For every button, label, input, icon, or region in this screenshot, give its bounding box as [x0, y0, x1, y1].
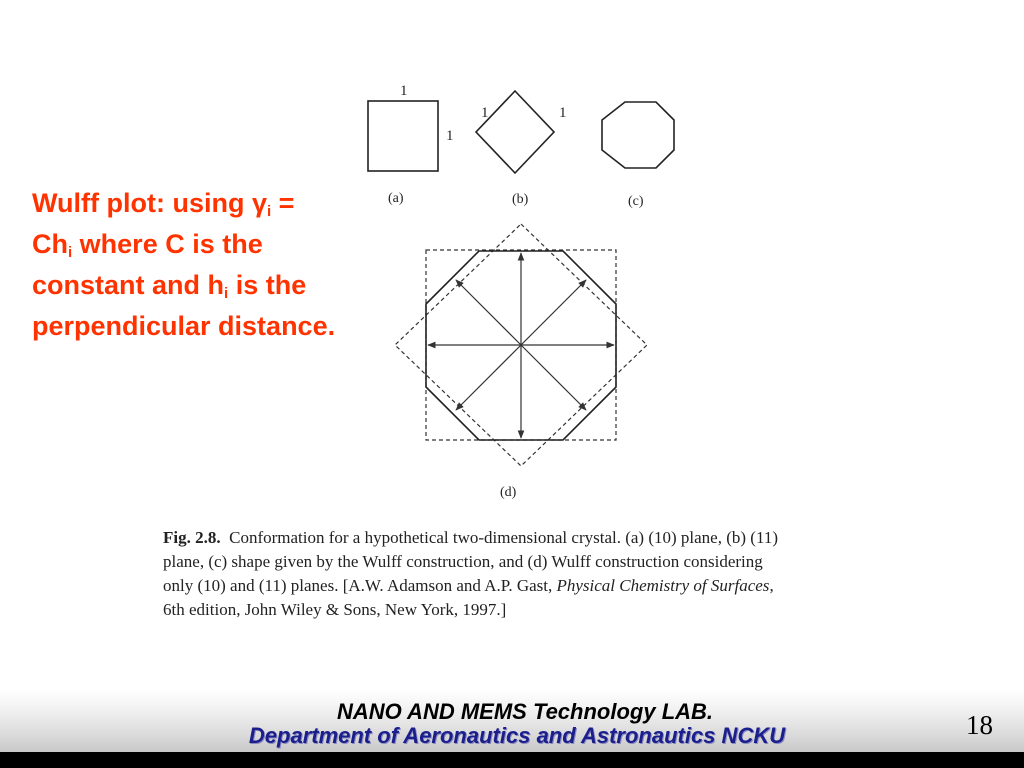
wulff-line-4: perpendicular distance.	[32, 311, 336, 341]
caption-line-1	[163, 526, 898, 550]
diamond-side-left-label: 1	[481, 105, 489, 121]
label-a: (a)	[388, 191, 404, 206]
department-name: Department of Aeronautics and Astronautics NCKU	[248, 723, 786, 748]
wulff-line-1-text: Wulff plot: using γ	[32, 188, 267, 218]
square-10-plane	[368, 101, 438, 171]
caption-line-3-end: ,	[769, 576, 774, 595]
caption-book-title: Physical Chemistry of Surfaces	[556, 576, 770, 595]
caption-line-1-text: Conformation for a hypothetical two-dimensional crystal. (a) (10) plane, (b) (11)	[229, 528, 778, 547]
page-number: 18	[966, 710, 993, 740]
wulff-construction	[395, 224, 647, 466]
caption-fig-label: Fig. 2.8.	[163, 528, 221, 547]
wulff-line-3-start: constant and h	[32, 270, 225, 300]
caption-line-3-start: only (10) and (11) planes. [A.W. Adamson and A.P. Gast,	[163, 576, 557, 595]
footer-bottom-strip	[0, 752, 1024, 768]
square-side-right-label: 1	[446, 128, 454, 144]
lab-name: NANO AND MEMS Technology LAB.	[336, 699, 714, 724]
diamond-side-right-label: 1	[559, 105, 567, 121]
gamma-subscript: i	[266, 203, 272, 220]
wulff-line-2-start: Ch	[32, 229, 68, 259]
wulff-line-3-end: is the	[228, 270, 307, 300]
wulff-line-1-end: =	[271, 188, 295, 218]
wulff-line-3	[32, 265, 432, 306]
h-subscript-2: i	[224, 285, 229, 302]
label-b: (b)	[512, 192, 529, 207]
diamond-11-plane	[476, 91, 554, 173]
caption-line-2: plane, (c) shape given by the Wulff construction, and (d) Wulff construction considering	[163, 552, 763, 571]
h-subscript-1: i	[68, 244, 73, 261]
wulff-line-2-end: where C is the	[72, 229, 263, 259]
wulff-line-1	[32, 183, 432, 224]
label-d: (d)	[500, 485, 517, 500]
square-side-top-label: 1	[400, 83, 408, 99]
caption-line-3	[163, 574, 898, 598]
wulff-plot-explanation	[32, 183, 432, 347]
wulff-line-2	[32, 224, 432, 265]
octagon-wulff-shape	[602, 102, 674, 168]
caption-line-4: 6th edition, John Wiley & Sons, New York, 1997.]	[163, 600, 507, 619]
figure-caption	[163, 526, 898, 622]
label-c: (c)	[628, 194, 644, 209]
